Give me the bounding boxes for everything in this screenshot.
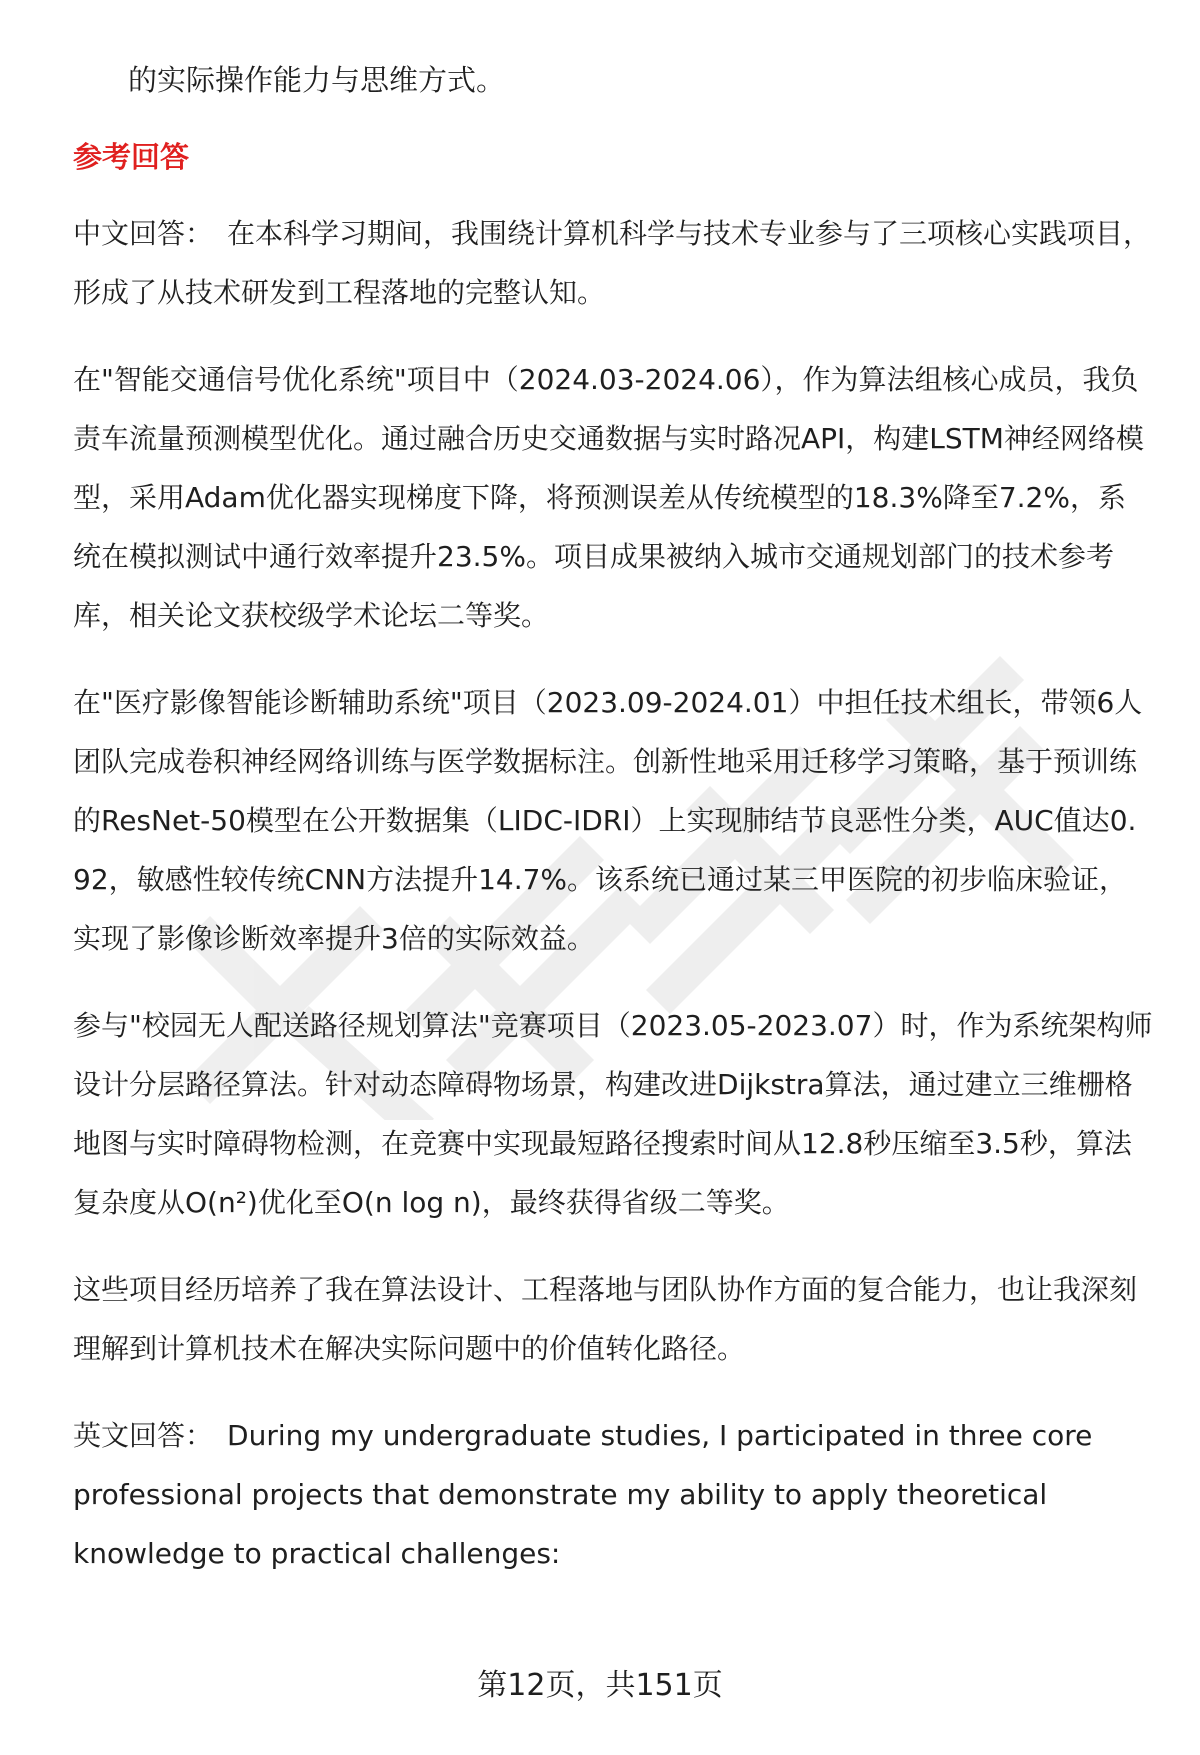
cn-answer-intro-text: 在本科学习期间，我围绕计算机科学与技术专业参与了三项核心实践项目，形成了从技术研发到工程落地的完整认知。 xyxy=(73,217,1152,309)
cn-answer-paragraph-4: 这些项目经历培养了我在算法设计、工程落地与团队协作方面的复合能力，也让我深刻理解到计算机技术在解决实际问题中的价值转化路径。 xyxy=(73,1273,1138,1365)
cn-answer-paragraph-3: 参与"校园无人配送路径规划算法"竞赛项目（2023.05-2023.07）时，作为系统架构师设计分层路径算法。针对动态障碍物场景，构建改进Dijkstra算法，通过建立三维栅格地图与实时障碍物检测，在竞赛中实现最短路径搜索时间从12.8秒压缩至3.5秒，算法复杂度从O(n²)优化至O(n log n)，最终获得省级二等奖。 xyxy=(73,1009,1153,1219)
en-answer-intro-text: During my undergraduate studies, I participated in three core professional projects that demonstrate my ability to apply theoretical knowledge to practical challenges: xyxy=(73,1419,1093,1570)
cn-answer-paragraph-1: 在"智能交通信号优化系统"项目中（2024.03-2024.06），作为算法组核心成员，我负责车流量预测模型优化。通过融合历史交通数据与实时路况API，构建LSTM神经网络模型，采用Adam优化器实现梯度下降，将预测误差从传统模型的18.3%降至7.2%，系统在模拟测试中通行效率提升23.5%。项目成果被纳入城市交通规划部门的技术参考库，相关论文获校级学术论坛二等奖。 xyxy=(73,363,1144,632)
en-answer-intro xyxy=(73,1406,1153,1583)
cn-answer-label: 中文回答： xyxy=(73,217,214,250)
document-body xyxy=(73,52,1153,1611)
cn-answer-intro xyxy=(73,204,1153,322)
en-answer-label: 英文回答： xyxy=(73,1419,214,1452)
page-number-footer: 第12页，共151页 xyxy=(477,1668,723,1703)
reference-answer-heading: 参考回答 xyxy=(73,140,190,174)
cn-answer-paragraph-2: 在"医疗影像智能诊断辅助系统"项目（2023.09-2024.01）中担任技术组长，带领6人团队完成卷积神经网络训练与医学数据标注。创新性地采用迁移学习策略，基于预训练的ResNet-50模型在公开数据集（LIDC-IDRI）上实现肺结节良恶性分类，AUC值达0.92，敏感性较传统CNN方法提升14.7%。该系统已通过某三甲医院的初步临床验证，实现了影像诊断效率提升3倍的实际效益。 xyxy=(73,686,1143,955)
lead-line: 的实际操作能力与思维方式。 xyxy=(128,63,506,97)
